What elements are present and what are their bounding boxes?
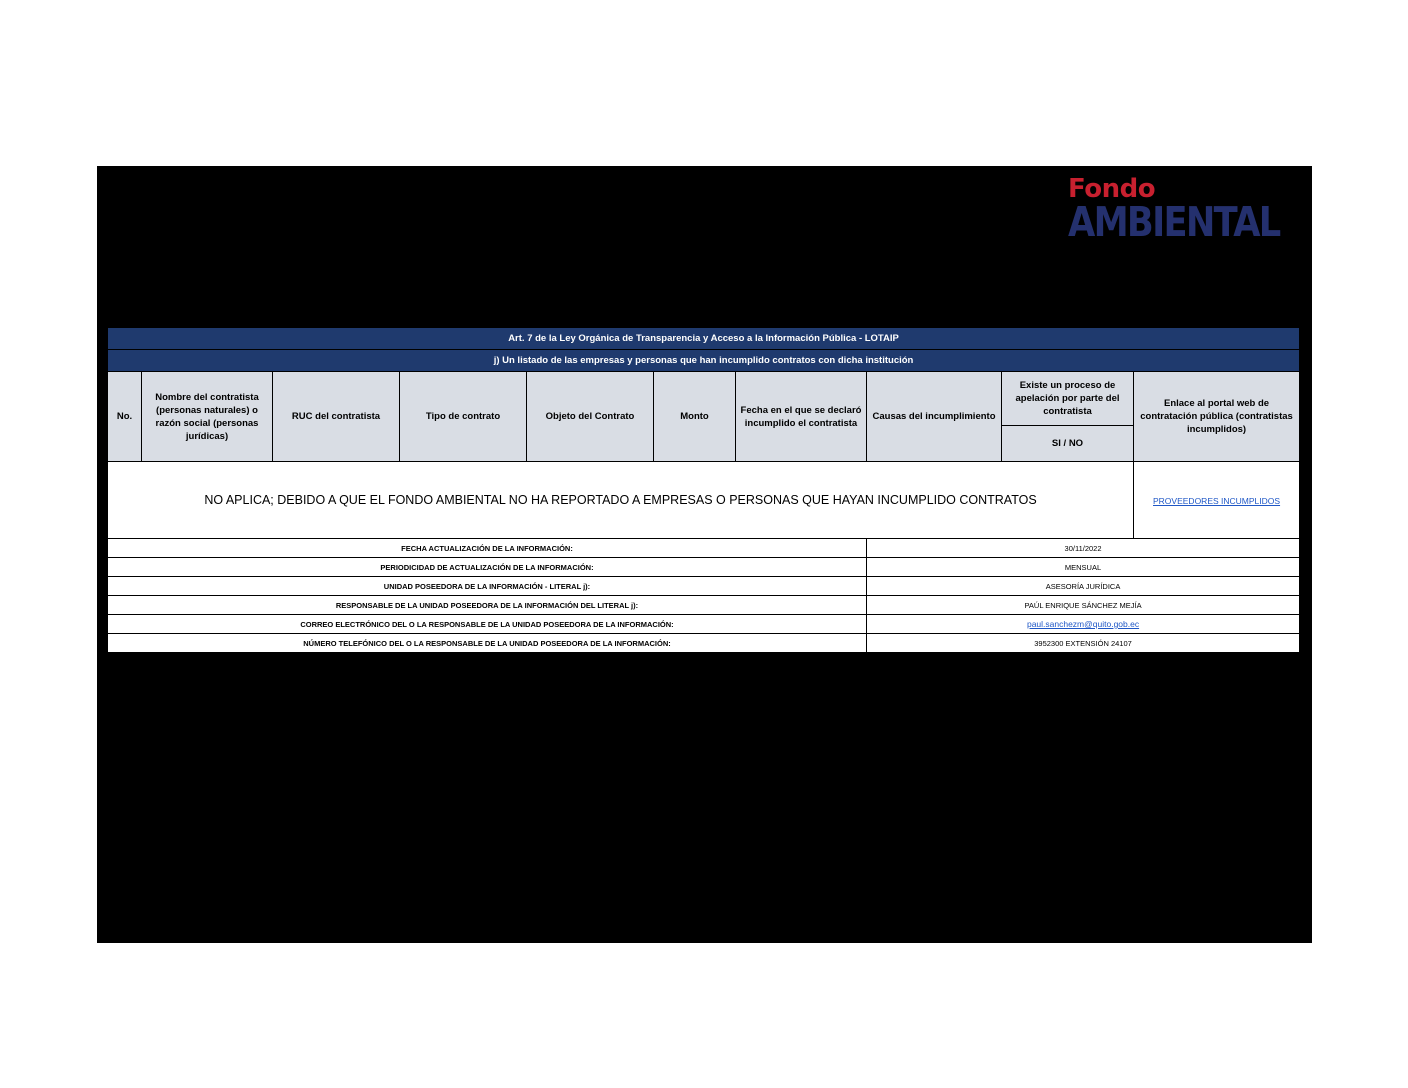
col-header-objeto: Objeto del Contrato [527,372,654,462]
col-header-causas: Causas del incumplimiento [867,372,1002,462]
table-subtitle: j) Un listado de las empresas y personas que han incumplido contratos con dicha institución [108,350,1300,372]
col-header-ruc: RUC del contratista [273,372,400,462]
col-header-nombre: Nombre del contratista (personas naturales) o razón social (personas jurídicas) [142,372,273,462]
col-header-si-no: SI / NO [1002,426,1134,462]
meta-label-unidad: UNIDAD POSEEDORA DE LA INFORMACIÓN - LITERAL j): [108,577,867,596]
logo-line-1: Fondo [1068,174,1156,204]
meta-value-correo-cell [867,615,1300,634]
col-header-fecha: Fecha en el que se declaró incumplido el contratista [736,372,867,462]
meta-label-telefono: NÚMERO TELEFÓNICO DEL O LA RESPONSABLE DE LA UNIDAD POSEEDORA DE LA INFORMACIÓN: [108,634,867,653]
meta-value-periodicidad: MENSUAL [867,558,1300,577]
document-sheet [97,166,1312,943]
no-aplica-message: NO APLICA; DEBIDO A QUE EL FONDO AMBIENTAL NO HA REPORTADO A EMPRESAS O PERSONAS QUE HAYAN INCUMPLIDO CONTRATOS [108,462,1134,539]
table-title: Art. 7 de la Ley Orgánica de Transparencia y Acceso a la Información Pública - LOTAIP [108,328,1300,350]
link-cell [1134,462,1300,539]
meta-value-telefono: 3952300 EXTENSIÓN 24107 [867,634,1300,653]
logo-line-2: AMBIENTAL [1068,198,1280,246]
col-header-monto: Monto [654,372,736,462]
transparency-table [107,327,1300,653]
meta-value-fecha: 30/11/2022 [867,539,1300,558]
meta-label-responsable: RESPONSABLE DE LA UNIDAD POSEEDORA DE LA INFORMACIÓN DEL LITERAL j): [108,596,867,615]
meta-value-unidad: ASESORÍA JURÍDICA [867,577,1300,596]
email-link[interactable]: paul.sanchezm@quito.gob.ec [1026,619,1140,629]
col-header-tipo: Tipo de contrato [400,372,527,462]
meta-label-correo: CORREO ELECTRÓNICO DEL O LA RESPONSABLE DE LA UNIDAD POSEEDORA DE LA INFORMACIÓN: [108,615,867,634]
col-header-no: No. [108,372,142,462]
col-header-apelacion: Existe un proceso de apelación por parte del contratista [1002,372,1134,426]
meta-label-fecha: FECHA ACTUALIZACIÓN DE LA INFORMACIÓN: [108,539,867,558]
meta-value-responsable: PAÚL ENRIQUE SÁNCHEZ MEJÍA [867,596,1300,615]
fondo-ambiental-logo [1068,176,1308,246]
col-header-enlace: Enlace al portal web de contratación pública (contratistas incumplidos) [1134,372,1300,462]
meta-label-periodicidad: PERIODICIDAD DE ACTUALIZACIÓN DE LA INFORMACIÓN: [108,558,867,577]
proveedores-incumplidos-link[interactable]: PROVEEDORES INCUMPLIDOS [1153,496,1281,506]
